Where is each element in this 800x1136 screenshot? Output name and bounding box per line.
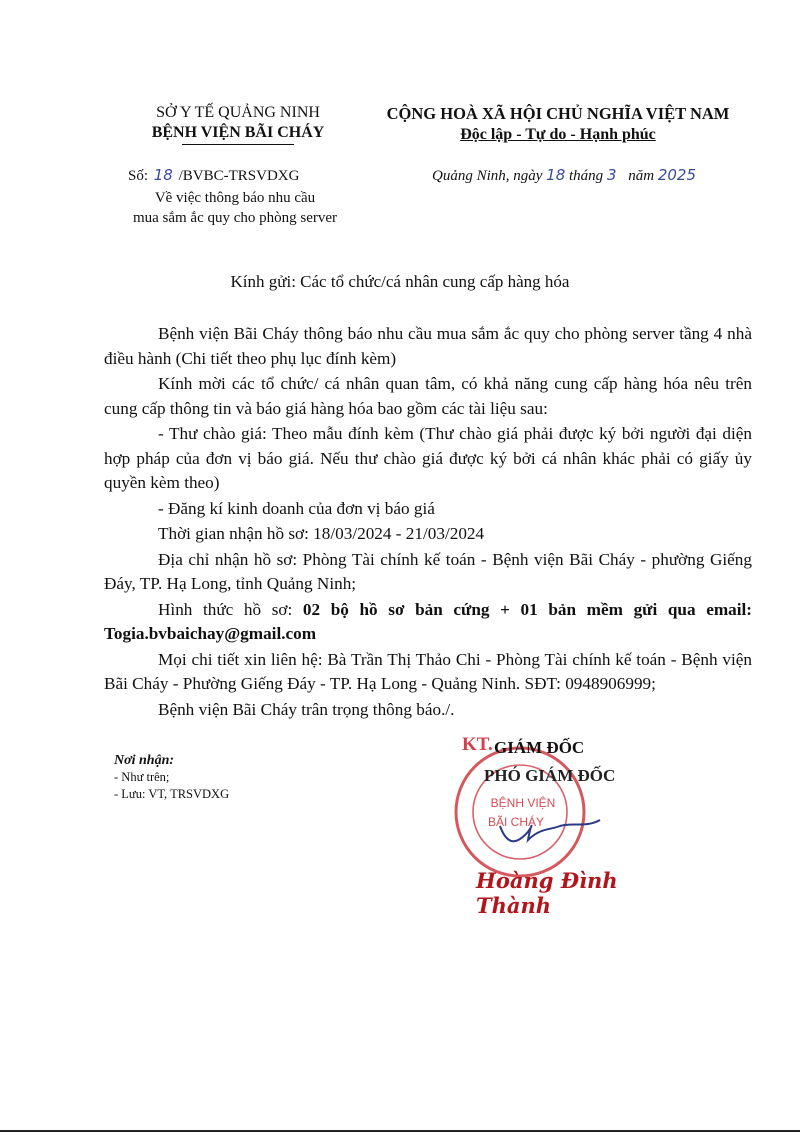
- motto-text: Độc lập - Tự do - Hạnh phúc: [460, 126, 656, 143]
- month-label: tháng: [569, 168, 604, 184]
- paragraph-9: Bệnh viện Bãi Cháy trân trọng thông báo./.: [158, 699, 455, 719]
- place-date-prefix: Quảng Ninh, ngày: [432, 168, 543, 184]
- stamp-text-1: BỆNH VIỆN: [490, 796, 556, 810]
- document-number: [128, 166, 299, 185]
- paragraph-5: Thời gian nhận hồ sơ: 18/03/2024 - 21/03/2024: [158, 524, 485, 543]
- body: [104, 322, 752, 722]
- paragraph-3: - Thư chào giá: Theo mẫu đính kèm (Thư chào giá phải được ký bởi người đại diện hợp pháp của đơn vị báo giá. Nếu thư chào giá được ký bởi cá nhân khác phải có giấy ủy quyền kèm theo): [104, 424, 752, 492]
- stamp-kt: KT.: [462, 734, 493, 755]
- doc-number-label: Số:: [128, 168, 149, 184]
- signer-name: Hoàng Đình Thành: [476, 868, 618, 918]
- recipients-line-1: - Như trên;: [114, 770, 170, 784]
- day-handwritten: 18: [546, 166, 566, 184]
- agency-name: SỞ Y TẾ QUẢNG NINH: [156, 104, 320, 121]
- place-date: [432, 166, 696, 185]
- signer-title-2: PHÓ GIÁM ĐỐC: [484, 766, 616, 785]
- paragraph-1: Bệnh viện Bãi Cháy thông báo nhu cầu mua sắm ắc quy cho phòng server tầng 4 nhà điều hành (Chi tiết theo phụ lục đính kèm): [104, 324, 752, 368]
- subject: [100, 188, 370, 228]
- doc-number-handwritten: 18: [153, 166, 173, 184]
- header-left: [110, 104, 366, 145]
- paragraph-7: [104, 598, 752, 647]
- recipients-title: Nơi nhận:: [114, 753, 175, 768]
- signer-title-1: GIÁM ĐỐC: [494, 738, 585, 757]
- recipients-block: [114, 752, 229, 803]
- paragraph-6: Địa chỉ nhận hồ sơ: Phòng Tài chính kế toán - Bệnh viện Bãi Cháy - phường Giếng Đáy, TP. Hạ Long, tỉnh Quảng Ninh;: [104, 549, 752, 593]
- paragraph-4: - Đăng kí kinh doanh của đơn vị báo giá: [158, 498, 435, 518]
- subject-line-2: mua sắm ắc quy cho phòng server: [132, 210, 338, 226]
- signature-block: [440, 730, 680, 940]
- year-label: năm: [628, 168, 655, 184]
- national-title: CỘNG HOÀ XÃ HỘI CHỦ NGHĨA VIỆT NAM: [386, 104, 730, 123]
- bottom-rule: [0, 1130, 800, 1132]
- paragraph-2: Kính mời các tổ chức/ cá nhân quan tâm, có khả năng cung cấp hàng hóa nêu trên cung cấp thông tin và báo giá hàng hóa bao gồm các tài liệu sau:: [104, 374, 752, 418]
- national-motto: [368, 126, 748, 144]
- paragraph-8: Mọi chi tiết xin liên hệ: Bà Trần Thị Thảo Chi - Phòng Tài chính kế toán - Bệnh viện Bãi Cháy - Phường Giếng Đáy - TP. Hạ Long - Quảng Ninh. SĐT: 0948906999;: [104, 649, 752, 693]
- recipient-line: Kính gửi: Các tổ chức/cá nhân cung cấp hàng hóa: [230, 272, 570, 291]
- doc-number-code: /BVBC-TRSVDXG: [178, 168, 300, 184]
- dossier-form-label: Hình thức hồ sơ:: [158, 599, 293, 619]
- hospital-underline: [182, 144, 294, 145]
- dossier-form-detail: 02 bộ hồ sơ bản cứng + 01 bản mềm gửi qua email: Togia.bvbaichay@gmail.com: [104, 599, 753, 643]
- stamp-text-2: BÃI CHÁY: [487, 815, 545, 829]
- subject-line-1: Về việc thông báo nhu cầu: [154, 190, 316, 206]
- recipients-line-2: - Lưu: VT, TRSVDXG: [114, 787, 230, 801]
- header-right: [368, 104, 748, 144]
- month-handwritten: 3: [606, 166, 617, 184]
- year-handwritten: 2025: [657, 166, 697, 184]
- hospital-name: BỆNH VIỆN BÃI CHÁY: [151, 124, 325, 141]
